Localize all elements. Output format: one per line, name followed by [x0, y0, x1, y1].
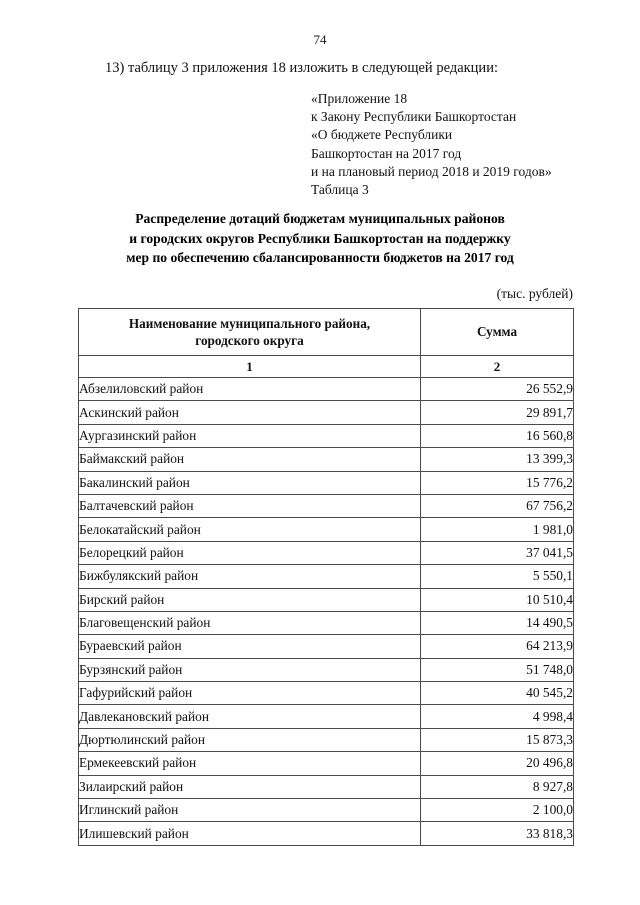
row-sum: 67 756,2 [421, 494, 574, 517]
row-name: Баймакский район [79, 448, 421, 471]
row-sum: 26 552,9 [421, 378, 574, 401]
row-sum: 15 873,3 [421, 728, 574, 751]
row-name: Белорецкий район [79, 541, 421, 564]
table-row [79, 424, 574, 447]
row-name: Абзелиловский район [79, 378, 421, 401]
table-row [79, 799, 574, 822]
row-sum: 13 399,3 [421, 448, 574, 471]
table-row [79, 541, 574, 564]
appendix-line-2: к Закону Республики Башкортостан [311, 109, 517, 125]
table-row [79, 494, 574, 517]
table-row [79, 588, 574, 611]
column-header-name-line-1: Наименование муниципального района, [128, 316, 371, 331]
row-sum: 40 545,2 [421, 682, 574, 705]
row-name: Илишевский район [79, 822, 421, 845]
row-name: Зилаирский район [79, 775, 421, 798]
page-title-line-3: мер по обеспечению сбалансированности бюджетов на 2017 год [126, 250, 514, 265]
row-sum: 20 496,8 [421, 752, 574, 775]
page-number: 74 [313, 32, 327, 47]
appendix-line-1: «Приложение 18 [311, 91, 408, 106]
row-name: Бакалинский район [79, 471, 421, 494]
table-row [79, 658, 574, 681]
page-title-line-2: и городских округов Республики Башкортостан на поддержку [129, 230, 511, 246]
row-sum: 5 550,1 [421, 565, 574, 588]
table-row [79, 705, 574, 728]
column-header-name-line-2: городского округа [195, 333, 304, 348]
row-name: Ермекеевский район [79, 752, 421, 775]
table-row [79, 752, 574, 775]
row-sum: 37 041,5 [421, 541, 574, 564]
row-name: Белокатайский район [79, 518, 421, 541]
row-name: Иглинский район [79, 799, 421, 822]
column-header-name [79, 309, 421, 356]
intro-paragraph: 13) таблицу 3 приложения 18 изложить в следующей редакции: [105, 60, 498, 76]
row-name: Бураевский район [79, 635, 421, 658]
row-name: Гафурийский район [79, 682, 421, 705]
table-row [79, 728, 574, 751]
row-sum: 16 560,8 [421, 424, 574, 447]
table-row [79, 611, 574, 634]
column-header-sum: Сумма [421, 309, 574, 356]
table-row [79, 518, 574, 541]
table-body [79, 378, 574, 846]
row-sum: 15 776,2 [421, 471, 574, 494]
page-title-line-1: Распределение дотаций бюджетам муниципальных районов [135, 211, 505, 226]
table-row [79, 635, 574, 658]
budget-distribution-table [78, 308, 574, 846]
table-row [79, 822, 574, 845]
row-name: Давлекановский район [79, 705, 421, 728]
table-header-row [79, 309, 574, 356]
row-name: Балтачевский район [79, 494, 421, 517]
appendix-line-3: «О бюджете Республики [311, 127, 453, 143]
row-name: Бижбулякский район [79, 565, 421, 588]
table-row [79, 775, 574, 798]
column-number-sum: 2 [421, 356, 574, 378]
table-row [79, 682, 574, 705]
row-name: Благовещенский район [79, 611, 421, 634]
appendix-line-5: и на плановый период 2018 и 2019 годов» [311, 163, 552, 179]
row-sum: 8 927,8 [421, 775, 574, 798]
row-sum: 1 981,0 [421, 518, 574, 541]
row-sum: 2 100,0 [421, 799, 574, 822]
row-sum: 10 510,4 [421, 588, 574, 611]
row-sum: 51 748,0 [421, 658, 574, 681]
appendix-reference-block [311, 90, 552, 199]
table-row [79, 378, 574, 401]
table-column-number-row [79, 356, 574, 378]
column-number-name: 1 [79, 356, 421, 378]
row-sum: 14 490,5 [421, 611, 574, 634]
page-title [70, 209, 570, 268]
row-name: Аургазинский район [79, 424, 421, 447]
row-name: Дюртюлинский район [79, 728, 421, 751]
appendix-line-4: Башкортостан на 2017 год [311, 145, 462, 161]
table-row [79, 401, 574, 424]
table-row [79, 565, 574, 588]
table-row [79, 471, 574, 494]
row-name: Аскинский район [79, 401, 421, 424]
table-row [79, 448, 574, 471]
units-note: (тыс. рублей) [496, 286, 573, 301]
row-sum: 64 213,9 [421, 635, 574, 658]
row-sum: 4 998,4 [421, 705, 574, 728]
row-sum: 33 818,3 [421, 822, 574, 845]
appendix-line-6: Таблица 3 [311, 182, 369, 198]
row-sum: 29 891,7 [421, 401, 574, 424]
row-name: Бурзянский район [79, 658, 421, 681]
row-name: Бирский район [79, 588, 421, 611]
